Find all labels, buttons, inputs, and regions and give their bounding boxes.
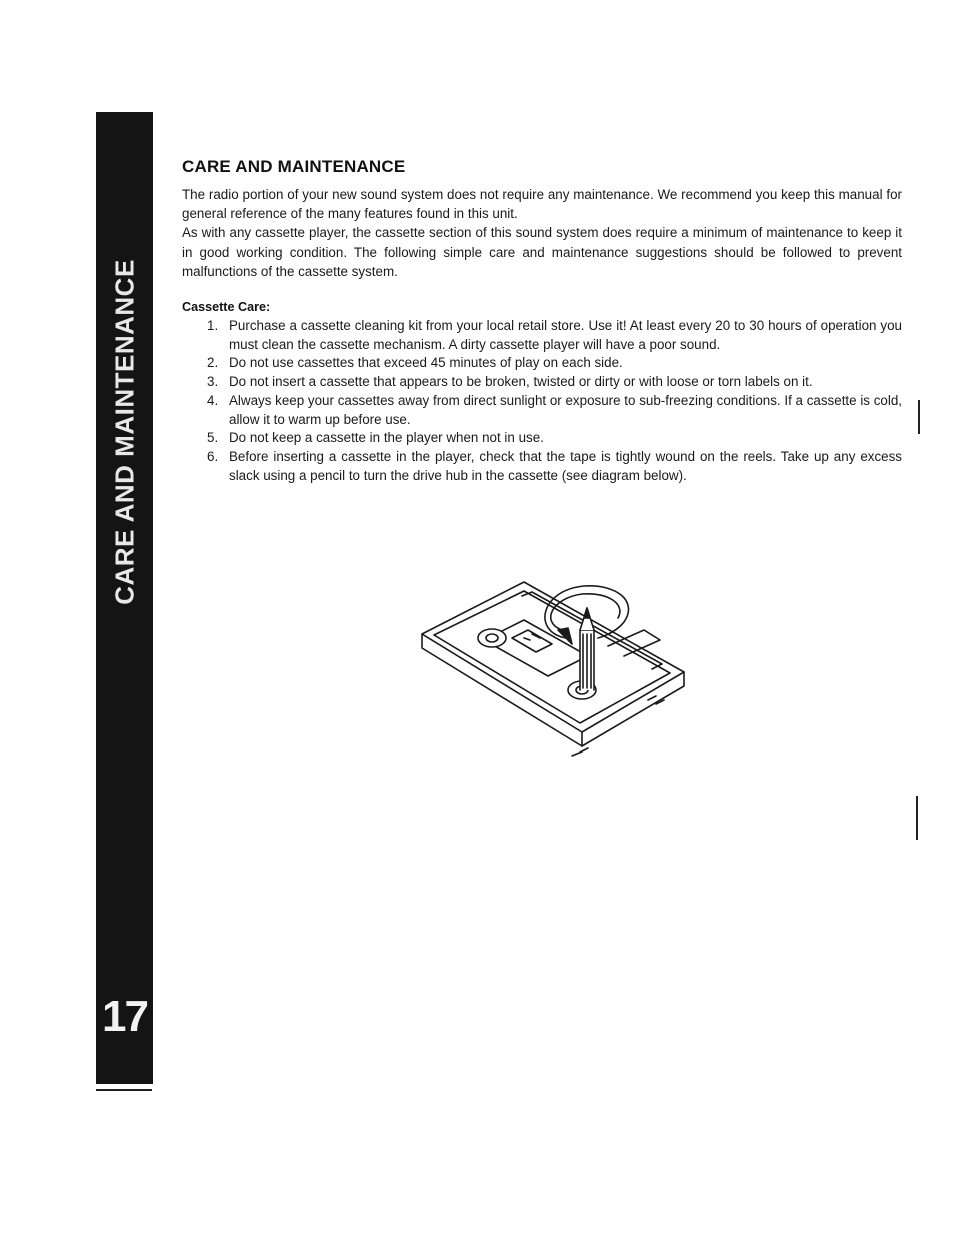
list-item: 5. Do not keep a cassette in the player when not in use. (207, 430, 544, 446)
margin-mark (918, 400, 920, 434)
intro-paragraph-1: The radio portion of your new sound system does not require any maintenance. We recommend you keep this manual for general reference of the many features found in this unit. (182, 187, 902, 222)
list-item: 4. Always keep your cassettes away from direct sunlight or exposure to sub-freezing conditions. If a cassette is cold, allow it to warm up before use. (207, 392, 902, 427)
section-title: CARE AND MAINTENANCE (182, 157, 406, 176)
list-item: 3. Do not insert a cassette that appears to be broken, twisted or dirty or with loose or torn labels on it. (207, 374, 813, 390)
tab-bottom-rule (96, 1089, 152, 1091)
page-number: 17 (102, 992, 147, 1041)
list-item: 1. Purchase a cassette cleaning kit from your local retail store. Use it! At least every 20 to 30 hours of operation you must clean the cassette mechanism. A dirty cassette player will have a poor sound. (207, 318, 902, 352)
cassette-care-heading: Cassette Care: (182, 300, 271, 315)
side-tab-title: CARE AND MAINTENANCE (109, 259, 139, 605)
margin-mark (916, 796, 918, 840)
list-item: 6. Before inserting a cassette in the player, check that the tape is tightly wound on the reels. Take up any excess slack using a pencil to turn the drive hub in the cassette (see diagram below). (207, 448, 902, 483)
list-item: 2. Do not use cassettes that exceed 45 minutes of play on each side. (207, 355, 623, 371)
cassette-care-list (182, 317, 902, 485)
main-content (182, 157, 902, 485)
side-tab (96, 112, 153, 1084)
intro-paragraph-2: As with any cassette player, the cassette section of this sound system does require a minimum of maintenance to keep it in good working condition. The following simple care and maintenance suggestions should be followed to prevent malfunctions of the cassette system. (182, 225, 902, 279)
cassette-pencil-diagram (412, 572, 702, 762)
cassette-with-pencil-icon (412, 572, 702, 762)
